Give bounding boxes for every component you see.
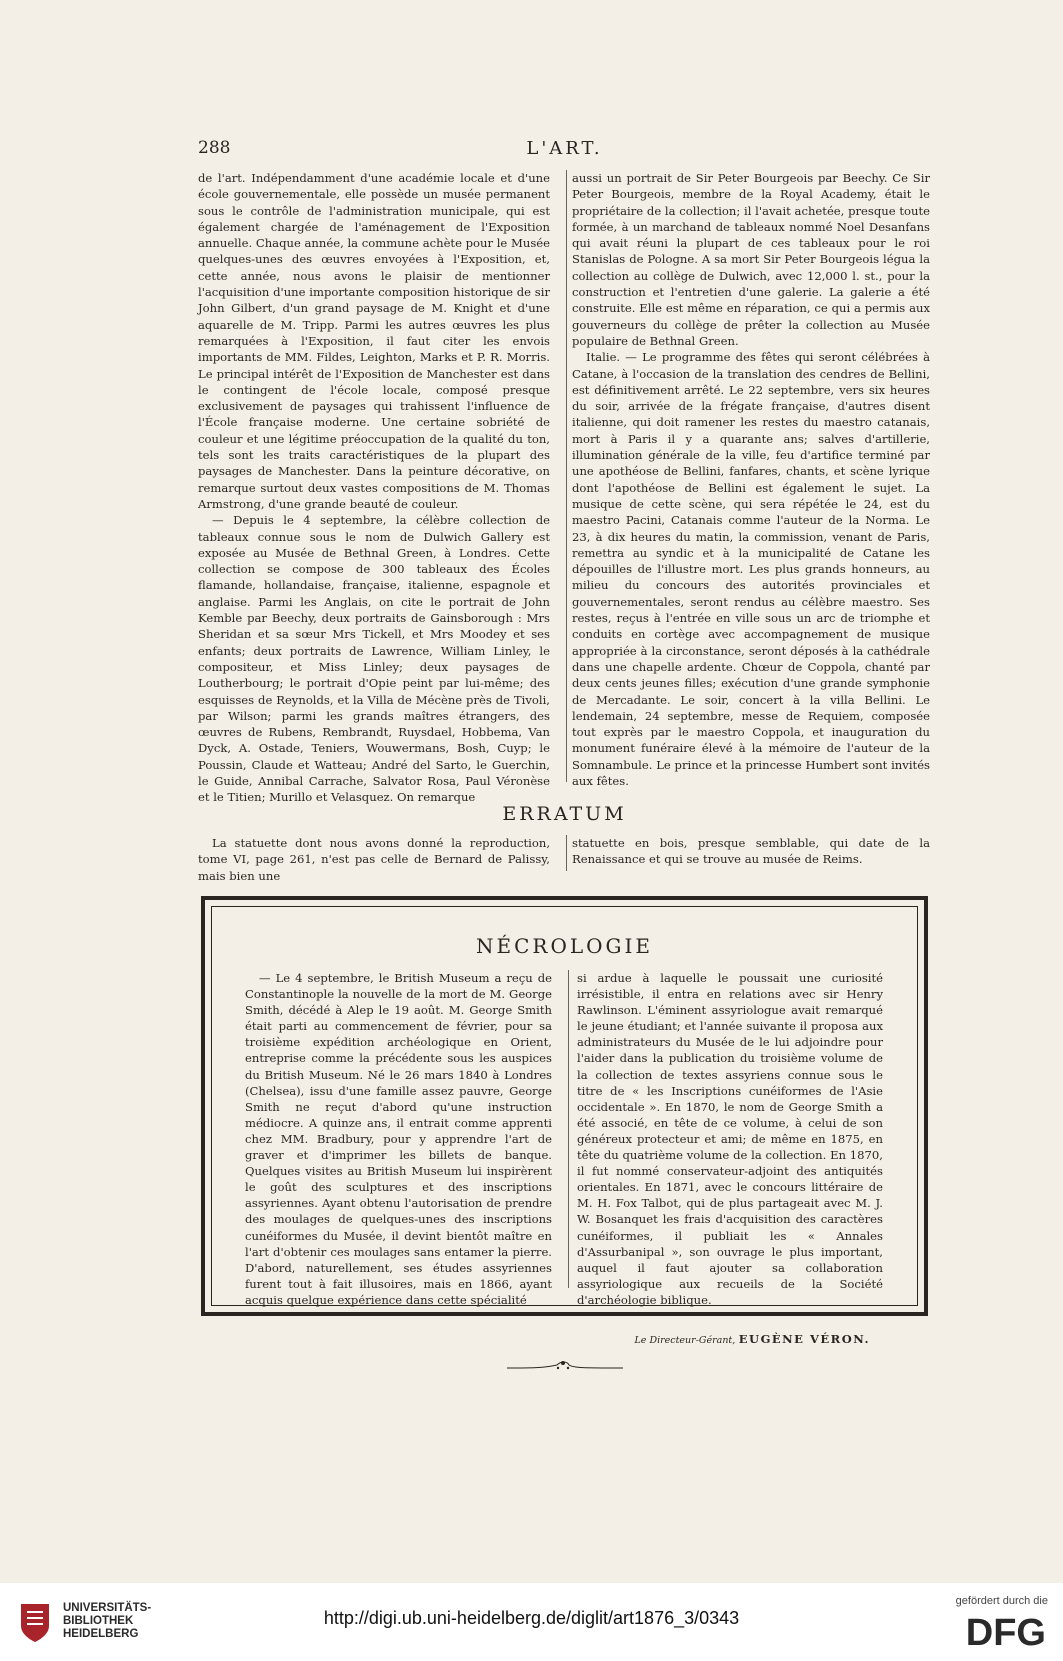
article-paragraph: — Depuis le 4 septembre, la célèbre collection de tableaux connue sous le nom de Dulwich Gallery est exposée au Musée de Bethnal Green, à Londres. Cette collection se compose de 300 tableaux des Écoles flamande, hollandaise, française, italienne, espagnole et anglaise. Parmi les Anglais, on cite le portrait de John Kemble par Beechy, deux portraits de Gainsborough : Mrs Sheridan et sa sœur Mrs Tickell, et Mrs Moodey et ses enfants; deux portraits de Lawrence, William Linley, le compositeur, et Miss Linley; deux paysages de Loutherbourg; le portrait d'Opie peint par lui-même; des esquisses de Reynolds, et la Villa de Mécène près de Tivoli, par Wilson; parmi les grands maîtres étrangers, des œuvres de Rubens, Rembrandt, Ruysdael, Hobbema, Van Dyck, A. Ostade, Teniers, Wouwermans, Bosh, Cuyp; le Poussin, Claude et Watteau; André del Sarto, le Guerchin, le Guide, Annibal Carrache, Salvator Rosa, Paul Véronèse et le Titien; Murillo et Velasquez. On remarque xyxy=(198,513,550,805)
permalink-url[interactable]: http://digi.ub.uni-heidelberg.de/diglit/art1876_3/0343 xyxy=(323,1608,740,1628)
tailpiece-ornament-icon xyxy=(505,1356,625,1374)
article-left-column xyxy=(198,170,550,806)
signature-role: Le Directeur-Gérant, xyxy=(634,1335,736,1346)
article-paragraph: aussi un portrait de Sir Peter Bourgeois par Beechy. Ce Sir Peter Bourgeois, membre de la Royal Academy, était le propriétaire de la collection; il l'avait achetée, presque toute formée, à un marchand de tableaux nommé Noel Desanfans qui avait réuni la plupart de ces tableaux pour le roi Stanislas de Pologne. A sa mort Sir Peter Bourgeois légua la collection au collège de Dulwich, avec 12,000 l. st., pour la construction et l'entretien d'une galerie. La galerie a été construite. Elle est même en réparation, ce qui a permis aux gouverneurs du collège de prêter la collection au Musée populaire de Bethnal Green. xyxy=(572,171,930,348)
erratum-heading: ERRATUM xyxy=(502,803,627,825)
necrologie-text: si ardue à laquelle le poussait une curiosité irrésistible, il entra en relations avec sir Henry Rawlinson. L'éminent assyriologue avait remarqué le jeune étudiant; et l'année suivante il proposa aux administrateurs du Musée de le lui adjoindre pour l'aider dans la publication du troisième volume de la collection de textes assyriens connue sous le titre de « les Inscriptions cunéiformes de l'Asie occidentale ». En 1870, le nom de George Smith a été associé, en tête de ce volume, à celui de son généreux protecteur et ami; de même en 1875, en tête du quatrième volume de la collection. En 1870, il fut nommé conservateur-adjoint des antiquités orientales. En 1871, avec le concours littéraire de M. H. Fox Talbot, qui de plus partageait avec M. J. W. Bosanquet les frais d'acquisition des caractères cunéiformes, il publiait les « Annales d'Assurbanipal », son ouvrage le plus important, auquel il faut ajouter sa collaboration assyriologique aux recueils de la Société d'archéologie biblique. xyxy=(577,971,883,1307)
viewer-footer xyxy=(0,1583,1063,1661)
column-divider xyxy=(568,970,569,1288)
erratum-right-column xyxy=(572,835,930,868)
dfg-logo-text: DFG xyxy=(965,1612,1046,1651)
signature xyxy=(560,1332,870,1346)
article-paragraph: de l'art. Indépendamment d'une académie locale et d'une école gouvernementale, elle possède un musée permanent sous le contrôle de l'administration municipale, qui est également chargée de l'aménagement de l'Exposition annuelle. Chaque année, la commune achète pour le Musée quelques-unes des œuvres envoyées à l'Exposition, et, cette année, nous avons le plaisir de mentionner l'acquisition d'une importante composition historique de sir John Gilbert, d'un grand paysage de M. Knight et d'une aquarelle de M. Tripp. Parmi les autres œuvres les plus remarquées à l'Exposition, il faut citer les envois importants de MM. Fildes, Leighton, Marks et P. R. Morris. Le principal intérêt de l'Exposition de Manchester est dans le contingent de l'école locale, composé presque exclusivement de paysages qui trahissent l'influence de l'École française moderne. Une certaine sobriété de couleur et une légitime préoccupation de la qualité du ton, tels sont les traits caractéristiques de la plupart des paysages de Manchester. Dans la peinture décorative, on remarque surtout deux vastes compositions de M. Thomas Armstrong, d'une grande beauté de couleur. xyxy=(198,171,550,511)
necrologie-left-column xyxy=(245,970,552,1308)
dfg-logo-icon[interactable] xyxy=(945,1611,1047,1651)
signature-name: EUGÈNE VÉRON. xyxy=(738,1332,870,1346)
university-name-line: HEIDELBERG xyxy=(63,1628,139,1640)
erratum-left-column xyxy=(198,835,550,884)
page-header xyxy=(198,138,931,162)
erratum-text: La statuette dont nous avons donné la reproduction, tome VI, page 261, n'est pas celle de Bernard de Palissy, mais bien une xyxy=(198,836,550,883)
necrologie-right-column xyxy=(577,970,883,1308)
running-title: L'ART. xyxy=(526,138,603,159)
article-paragraph: Italie. — Le programme des fêtes qui seront célébrées à Catane, à l'occasion de la translation des cendres de Bellini, est définitivement arrêté. Le 22 septembre, vers six heures du soir, arrivée de la frégate française, d'autres disent italienne, qui doit ramener les restes du maestro catanais, mort à Paris il y a quarante ans; salves d'artillerie, illumination générale de la ville, feu d'artifice terminé par une apothéose de Bellini, fanfares, chants, et scène lyrique dont l'apothéose de Bellini est également le sujet. La musique de cette scène, qui sera répétée le 24, est du maestro Pacini, Catanais comme l'auteur de la Norma. Le 23, à dix heures du matin, la commission, venant de Paris, remettra au syndic et à la municipalité de Catane les dépouilles de l'illustre mort. Les plus grands honneurs, au milieu du concours des autorités provinciales et gouvernementales, seront rendus au célèbre maestro. Ses restes, reçus à l'entrée en ville sous un arc de triomphe et conduits en cortège avec accompagnement de musique appropriée à la circonstance, seront déposés à la cathédrale dans une chapelle ardente. Chœur de Coppola, chanté par deux cents jeunes filles; exécution d'une grande symphonie de Mercadante. Le soir, concert à la villa Bellini. Le lendemain, 24 septembre, messe de Requiem, composée tout exprès par le maestro Coppola, et inauguration du monument funéraire élevé à la mémoire de l'auteur de la Somnambule. Le prince et la princesse Humbert sont invités aux fêtes. xyxy=(572,350,930,788)
erratum-text: statuette en bois, presque semblable, qui date de la Renaissance et qui se trouve au musée de Reims. xyxy=(572,836,930,867)
university-name-line: UNIVERSITÄTS- xyxy=(63,1602,152,1614)
article-right-column xyxy=(572,170,930,789)
university-name-line: BIBLIOTHEK xyxy=(63,1615,134,1627)
funded-by-label: gefördert durch die xyxy=(955,1595,1048,1607)
column-divider xyxy=(566,170,567,782)
necrologie-text: — Le 4 septembre, le British Museum a reçu de Constantinople la nouvelle de la mort de M. George Smith, décédé à Alep le 19 août. M. George Smith était parti au commencement de février, pour sa troisième expédition archéologique en Orient, entreprise comme la précédente sous les auspices du British Museum. Né le 26 mars 1840 à Londres (Chelsea), issu d'une famille assez pauvre, George Smith ne reçut d'abord qu'une instruction médiocre. A quinze ans, il entrait comme apprenti chez MM. Bradbury, pour y apprendre l'art de graver et d'imprimer les billets de banque. Quelques visites au British Museum lui inspirèrent le goût des sculptures et des inscriptions assyriennes. Ayant obtenu l'autorisation de prendre des moulages de quelques-unes des inscriptions cunéiformes du Musée, il devint bientôt maître en l'art d'obtenir ces moulages sans entamer la pierre. D'abord, naturellement, ses études assyriennes furent tout à fait illusoires, mais en 1866, ayant acquis quelque expérience dans cette spécialité xyxy=(245,971,552,1307)
necrologie-heading: NÉCROLOGIE xyxy=(475,934,653,958)
page-number: 288 xyxy=(198,138,231,158)
column-divider xyxy=(566,835,567,871)
